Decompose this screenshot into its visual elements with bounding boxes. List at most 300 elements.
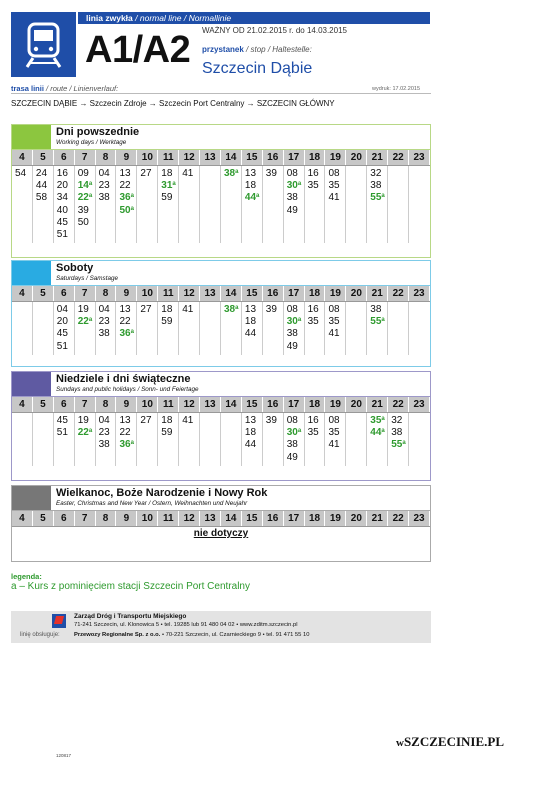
carrier-label: linię obsługuje: [20, 632, 60, 638]
hour-header: 23 [409, 511, 430, 526]
departure-time-marked: 38$^a$ [223, 304, 239, 315]
departure-time: 18 [161, 168, 173, 179]
hour-header: 13 [200, 511, 221, 526]
departure-time-marked: 50$^a$ [119, 204, 134, 216]
departure-time: 59 [161, 192, 173, 204]
departure-time: 04 [56, 304, 68, 315]
hour-header: 6 [54, 150, 75, 165]
hour-header: 21 [367, 397, 388, 412]
hour-header: 18 [305, 511, 326, 526]
hour-header: 4 [12, 511, 33, 526]
footnote-marker: a [381, 317, 385, 324]
departure-time: 49 [286, 451, 298, 463]
operator-name: Zarząd Dróg i Transportu Miejskiego [74, 613, 187, 620]
departure-time: 40 [56, 204, 68, 216]
hour-header: 5 [33, 286, 54, 301]
departure-time: 04 [98, 304, 110, 315]
hour-header: 6 [54, 397, 75, 412]
departure-time-marked: 36$^a$ [119, 328, 134, 340]
minutes-column [325, 302, 346, 355]
hour-header: 22 [388, 397, 409, 412]
departure-time: 22 [119, 180, 131, 192]
hour-header: 16 [263, 150, 284, 165]
minutes-column [33, 302, 54, 355]
minutes-column [388, 166, 409, 243]
minutes-column [75, 166, 96, 243]
departure-time: 51 [56, 229, 68, 241]
departure-time: 16 [56, 168, 68, 179]
hour-header: 9 [116, 150, 137, 165]
minutes-column [96, 166, 117, 243]
minutes-column [12, 166, 33, 243]
hour-header: 20 [346, 511, 367, 526]
hour-header: 9 [116, 397, 137, 412]
day-type-swatch [12, 125, 51, 149]
departure-time: 49 [286, 340, 298, 352]
hour-header: 16 [263, 286, 284, 301]
departure-time: 45 [56, 216, 68, 228]
minutes-grid [12, 302, 430, 355]
minutes-column [263, 302, 284, 355]
section-subtitle: Sundays and public holidays / Sonn- und Feiertage [56, 386, 199, 393]
departure-time: 41 [328, 328, 340, 340]
not-applicable-note: nie dotyczy [193, 528, 249, 539]
departure-time: 23 [98, 427, 110, 439]
minutes-column [158, 166, 179, 243]
minutes-grid [12, 166, 430, 243]
route-description: SZCZECIN DĄBIE → Szczecin Zdroje → Szczecin Port Centralny → SZCZECIN GŁÓWNY [11, 99, 335, 108]
section-title: Niedziele i dni świąteczne [56, 373, 191, 385]
departure-time: 35 [307, 180, 319, 192]
hour-header: 17 [284, 511, 305, 526]
departure-time: 39 [265, 304, 277, 315]
departure-time: 38 [286, 439, 298, 451]
hour-header: 11 [158, 150, 179, 165]
minutes-column [305, 302, 326, 355]
departure-time: 13 [119, 415, 131, 426]
minutes-column [116, 413, 137, 466]
departure-time: 16 [307, 304, 319, 315]
departure-time-marked: 44$^a$ [370, 427, 385, 439]
hour-header: 12 [179, 397, 200, 412]
departure-time: 09 [77, 168, 89, 179]
hour-header: 20 [346, 286, 367, 301]
departure-time-marked: 22$^a$ [77, 192, 93, 204]
departure-time: 08 [328, 415, 340, 426]
footnote-marker: a [381, 428, 385, 435]
section-header [12, 261, 430, 286]
minutes-column [12, 413, 33, 466]
hours-row [12, 397, 430, 413]
departure-time: 24 [35, 168, 48, 179]
hour-header: 15 [242, 511, 263, 526]
departure-time: 44 [244, 328, 257, 340]
departure-time: 54 [15, 168, 27, 179]
footnote-marker: a [172, 181, 176, 188]
departure-time: 22 [119, 316, 131, 328]
hour-header: 10 [137, 286, 158, 301]
departure-time: 38 [286, 328, 298, 340]
departure-time: 45 [56, 415, 68, 426]
line-type-band: linia zwykła / normal line / Normallinie [78, 12, 430, 24]
hour-header: 8 [96, 511, 117, 526]
departure-time: 16 [307, 168, 319, 179]
hour-header: 17 [284, 397, 305, 412]
hour-header: 14 [221, 286, 242, 301]
departure-time-marked: 38$^a$ [223, 168, 239, 179]
hour-header: 22 [388, 286, 409, 301]
departure-time: 38 [286, 192, 298, 204]
footnote-marker: a [297, 317, 302, 324]
footnote-marker: a [381, 416, 385, 422]
departure-time: 22 [119, 427, 131, 439]
hour-header: 9 [116, 286, 137, 301]
timetable-saturdays [11, 260, 431, 367]
departure-time: 34 [56, 192, 68, 204]
section-subtitle: Easter, Christmas and New Year / Ostern, Weihnachten und Neujahr [56, 500, 248, 507]
hour-header: 15 [242, 150, 263, 165]
minutes-column [388, 413, 409, 466]
hour-header: 7 [75, 286, 96, 301]
minutes-column [221, 302, 242, 355]
minutes-column [200, 166, 221, 243]
departure-time: 04 [98, 168, 110, 179]
departure-time: 38 [98, 439, 110, 451]
minutes-column [200, 413, 221, 466]
minutes-column [179, 302, 200, 355]
hour-header: 5 [33, 150, 54, 165]
divider [11, 93, 431, 94]
departure-time: 27 [140, 304, 152, 315]
validity-period: WAŻNY OD 21.02.2015 r. do 14.03.2015 [202, 26, 347, 35]
departure-time: 08 [286, 415, 298, 426]
minutes-column [158, 302, 179, 355]
hour-header: 10 [137, 397, 158, 412]
departure-time: 13 [119, 168, 131, 179]
departure-time: 35 [307, 427, 319, 439]
minutes-column [242, 413, 263, 466]
hour-header: 22 [388, 511, 409, 526]
route-label: trasa linii / route / Linienverlauf: [11, 84, 119, 93]
departure-time: 41 [328, 192, 340, 204]
hour-header: 21 [367, 286, 388, 301]
hour-header: 4 [12, 397, 33, 412]
minutes-column [221, 166, 242, 243]
minutes-column [263, 413, 284, 466]
hour-header: 13 [200, 397, 221, 412]
departure-time: 27 [140, 415, 152, 426]
departure-time: 35 [328, 180, 340, 192]
section-title: Soboty [56, 262, 94, 274]
minutes-column [221, 413, 242, 466]
minutes-column [33, 413, 54, 466]
minutes-grid [12, 413, 430, 466]
departure-time: 08 [286, 304, 298, 315]
departure-time: 35 [307, 316, 319, 328]
departure-time: 51 [56, 427, 68, 439]
departure-time: 38 [370, 180, 382, 192]
departure-time: 13 [119, 304, 131, 315]
day-type-swatch [12, 486, 51, 510]
hour-header: 8 [96, 150, 117, 165]
section-title: Wielkanoc, Boże Narodzenie i Nowy Rok [56, 487, 268, 499]
hour-header: 20 [346, 397, 367, 412]
minutes-column [367, 302, 388, 355]
departure-time: 08 [286, 168, 298, 179]
hour-header: 4 [12, 150, 33, 165]
hour-header: 22 [388, 150, 409, 165]
hour-header: 10 [137, 511, 158, 526]
hour-header: 8 [96, 286, 117, 301]
footnote-marker: a [88, 428, 93, 435]
footnote-marker: a [130, 440, 134, 447]
minutes-column [305, 413, 326, 466]
stop-label: przystanek / stop / Haltestelle: [202, 45, 312, 54]
minutes-column [33, 166, 54, 243]
footnote-marker: a [130, 193, 134, 200]
day-type-swatch [12, 372, 51, 396]
departure-time: 38 [98, 192, 110, 204]
section-title: Dni powszednie [56, 126, 140, 138]
departure-time: 04 [98, 415, 110, 426]
departure-time: 35 [328, 316, 340, 328]
hour-header: 11 [158, 286, 179, 301]
departure-time-marked: 44$^a$ [244, 192, 260, 204]
day-type-swatch [12, 261, 51, 285]
departure-time: 20 [56, 316, 68, 328]
hour-header: 13 [200, 286, 221, 301]
minutes-column [346, 302, 367, 355]
hour-header: 9 [116, 511, 137, 526]
footnote-marker: a [88, 317, 93, 324]
legend-item: a – Kurs z pominięciem stacji Szczecin Port Centralny [11, 581, 250, 592]
hour-header: 4 [12, 286, 33, 301]
train-icon [11, 12, 76, 77]
departure-time-marked: 22$^a$ [77, 316, 93, 328]
hour-header: 21 [367, 150, 388, 165]
departure-time: 38 [98, 328, 110, 340]
hour-header: 8 [96, 397, 117, 412]
departure-time: 08 [328, 168, 340, 179]
minutes-column [179, 413, 200, 466]
minutes-column [388, 302, 409, 355]
minutes-column [325, 413, 346, 466]
hour-header: 19 [325, 286, 346, 301]
hour-header: 5 [33, 397, 54, 412]
departure-time-marked: 55$^a$ [391, 439, 406, 451]
hour-header: 11 [158, 397, 179, 412]
minutes-column [75, 302, 96, 355]
hour-header: 23 [409, 150, 430, 165]
hour-header: 14 [221, 397, 242, 412]
departure-time-marked: 36$^a$ [119, 192, 134, 204]
section-header [12, 372, 430, 397]
departure-time: 41 [328, 439, 340, 451]
legend-title: legenda: [11, 572, 42, 581]
departure-time-marked: 35$^a$ [370, 415, 385, 426]
minutes-column [409, 166, 430, 243]
minutes-column [116, 302, 137, 355]
hour-header: 20 [346, 150, 367, 165]
hour-header: 19 [325, 511, 346, 526]
stop-name: Szczecin Dąbie [202, 60, 313, 77]
line-number: A1/A2 [85, 29, 191, 71]
minutes-column [325, 166, 346, 243]
departure-time: 44 [35, 180, 48, 192]
footnote-marker: a [256, 193, 260, 200]
footnote-marker: a [297, 181, 302, 188]
hour-header: 14 [221, 150, 242, 165]
minutes-column [116, 166, 137, 243]
hours-row [12, 150, 430, 166]
departure-time-marked: 36$^a$ [119, 439, 134, 451]
hours-row [12, 511, 430, 527]
hour-header: 7 [75, 397, 96, 412]
departure-time: 39 [265, 415, 277, 426]
departure-time-marked: 30$^a$ [286, 316, 302, 328]
departure-time: 23 [98, 180, 110, 192]
departure-time: 38 [370, 304, 382, 315]
hour-header: 11 [158, 511, 179, 526]
minutes-column [263, 166, 284, 243]
timetable-holidays [11, 485, 431, 562]
minutes-column [346, 166, 367, 243]
hour-header: 19 [325, 397, 346, 412]
footnote-marker: a [235, 305, 239, 311]
departure-time: 19 [77, 304, 89, 315]
departure-time: 18 [161, 304, 173, 315]
minutes-column [284, 413, 305, 466]
hour-header: 7 [75, 511, 96, 526]
zditm-logo-icon [52, 614, 66, 628]
minutes-column [367, 413, 388, 466]
document-code: 120817 [56, 753, 72, 758]
hour-header: 10 [137, 150, 158, 165]
hour-header: 12 [179, 286, 200, 301]
minutes-column [96, 413, 117, 466]
departure-time: 18 [244, 427, 257, 439]
departure-time: 20 [56, 180, 68, 192]
departure-time: 27 [140, 168, 152, 179]
hour-header: 17 [284, 150, 305, 165]
departure-time: 39 [77, 204, 89, 216]
minutes-column [305, 166, 326, 243]
hour-header: 21 [367, 511, 388, 526]
hour-header: 16 [263, 397, 284, 412]
minutes-column [179, 166, 200, 243]
minutes-column [284, 302, 305, 355]
departure-time-marked: 14$^a$ [77, 180, 93, 192]
minutes-column [409, 302, 430, 355]
hour-header: 23 [409, 286, 430, 301]
departure-time: 18 [244, 316, 257, 328]
minutes-column [75, 413, 96, 466]
departure-time: 51 [56, 340, 68, 352]
hour-header: 19 [325, 150, 346, 165]
departure-time: 19 [77, 415, 89, 426]
hour-header: 13 [200, 150, 221, 165]
departure-time: 41 [182, 415, 194, 426]
minutes-column [284, 166, 305, 243]
minutes-column [54, 166, 75, 243]
section-subtitle: Saturdays / Samstage [56, 275, 118, 282]
hour-header: 6 [54, 511, 75, 526]
section-header [12, 125, 430, 150]
minutes-column [137, 302, 158, 355]
departure-time: 39 [265, 168, 277, 179]
departure-time: 59 [161, 427, 173, 439]
footnote-marker: a [381, 193, 385, 200]
departure-time: 50 [77, 216, 89, 228]
minutes-column [12, 302, 33, 355]
minutes-column [242, 166, 263, 243]
hour-header: 7 [75, 150, 96, 165]
hour-header: 12 [179, 511, 200, 526]
hour-header: 14 [221, 511, 242, 526]
hour-header: 18 [305, 150, 326, 165]
departure-time-marked: 55$^a$ [370, 316, 385, 328]
hour-header: 12 [179, 150, 200, 165]
hour-header: 6 [54, 286, 75, 301]
footnote-marker: a [297, 428, 302, 435]
departure-time: 59 [161, 316, 173, 328]
minutes-column [346, 413, 367, 466]
departure-time: 08 [328, 304, 340, 315]
minutes-column [367, 166, 388, 243]
minutes-column [200, 302, 221, 355]
minutes-column [96, 302, 117, 355]
carrier-info: Przewozy Regionalne Sp. z o.o. • 70-221 Szczecin, ul. Czarnieckiego 9 • tel. 91 471 55 10 [74, 632, 310, 638]
watermark-logo: wSZCZECINIE.PL [396, 734, 505, 749]
departure-time: 16 [307, 415, 319, 426]
minutes-column [137, 166, 158, 243]
hour-header: 18 [305, 397, 326, 412]
timetable-sundays [11, 371, 431, 481]
footnote-marker: a [402, 440, 406, 447]
departure-time: 58 [35, 192, 48, 204]
departure-time: 13 [244, 304, 257, 315]
hour-header: 5 [33, 511, 54, 526]
departure-time: 44 [244, 439, 257, 451]
departure-time: 45 [56, 328, 68, 340]
hours-row [12, 286, 430, 302]
hour-header: 18 [305, 286, 326, 301]
departure-time: 41 [182, 304, 194, 315]
departure-time: 49 [286, 204, 298, 216]
minutes-column [409, 413, 430, 466]
footnote-marker: a [130, 205, 134, 212]
departure-time: 13 [244, 415, 257, 426]
departure-time: 18 [244, 180, 257, 192]
departure-time-marked: 55$^a$ [370, 192, 385, 204]
footnote-marker: a [130, 329, 134, 336]
footnote-marker: a [88, 181, 93, 188]
section-subtitle: Working days / Werktage [56, 139, 127, 146]
departure-time: 18 [161, 415, 173, 426]
departure-time: 32 [370, 168, 382, 179]
departure-time-marked: 31$^a$ [161, 180, 176, 192]
hour-header: 17 [284, 286, 305, 301]
minutes-column [137, 413, 158, 466]
footnote-marker: a [235, 169, 239, 175]
operator-address: 71-241 Szczecin, ul. Klonowica 5 • tel. 19285 lub 91 480 04 02 • www.zditm.szczecin.pl [74, 622, 298, 628]
print-date: wydruk: 17.02.2015 [372, 86, 421, 92]
minutes-column [242, 302, 263, 355]
departure-time: 35 [328, 427, 340, 439]
minutes-column [158, 413, 179, 466]
footnote-marker: a [88, 193, 93, 200]
section-header [12, 486, 430, 511]
